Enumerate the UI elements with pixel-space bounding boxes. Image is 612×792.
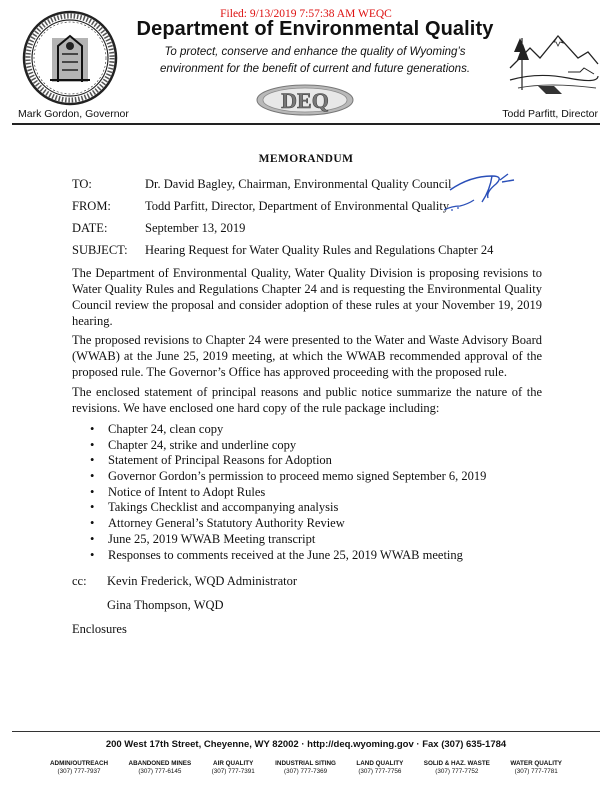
division-contact [275,760,336,776]
filed-stamp: Filed: 9/13/2019 7:57:38 AM WEQC [220,8,392,20]
mission-line-1: To protect, conserve and enhance the quality of Wyoming’s [164,46,466,58]
from-value: Todd Parfitt, Director, Department of Environmental Quality [145,199,450,213]
division-name: ADMIN/OUTREACH [50,760,109,767]
division-contact [424,760,490,776]
list-item: • Notice of Intent to Adopt Rules [90,485,486,501]
deq-logo [255,84,355,116]
list-item: • Governor Gordon’s permission to proceed memo signed September 6, 2019 [90,469,486,485]
enclosures-label: Enclosures [72,622,127,636]
division-contact [510,760,562,776]
cc-recipient-1: Kevin Frederick, WQD Administrator [107,574,298,588]
body-paragraph-2: The proposed revisions to Chapter 24 were presented to the Water and Waste Advisory Board (WWAB) at the June 25, 2019 meeting, at which the WWAB recommended approval of the proposed rule. The Governor’s Office has approved proceeding with the proposed rule. [72,333,542,379]
to-label: TO: [72,177,92,191]
division-name: LAND QUALITY [356,760,404,767]
division-phone: (307) 777-7781 [514,768,558,775]
mission-statement [130,44,500,78]
body-paragraph-3: The enclosed statement of principal reasons and public notice summarize the nature of the revisions. We have enclosed one hard copy of the rule package including: [72,385,542,415]
list-item: • June 25, 2019 WWAB Meeting transcript [90,532,486,548]
division-contact [212,760,255,776]
mission-line-2: environment for the benefit of current and future generations. [159,63,471,75]
list-item: • Statement of Principal Reasons for Adoption [90,453,486,469]
director-signature [430,170,520,216]
division-name: WATER QUALITY [510,760,562,767]
body-paragraph-1: The Department of Environmental Quality, Water Quality Division is proposing revisions to Water Quality Rules and Regulations Chapter 24 and is requesting the Environmental Quality Council review the proposal and consider adoption of these rules at your November 19, 2019 hearing. [72,266,542,328]
division-phone: (307) 777-7752 [435,768,479,775]
cc-label: cc: [72,574,87,588]
list-item: • Responses to comments received at the June 25, 2019 WWAB meeting [90,548,486,564]
division-name: AIR QUALITY [213,760,254,767]
director-name: Todd Parfitt, Director [502,108,598,120]
list-item: • Chapter 24, clean copy [90,422,486,438]
division-phone: (307) 777-7391 [211,768,255,775]
deq-logo-text: DEQ [281,88,329,113]
subject-value: Hearing Request for Water Quality Rules and Regulations Chapter 24 [145,243,494,257]
division-phone: (307) 777-7937 [57,768,101,775]
date-value: September 13, 2019 [145,221,246,235]
to-value: Dr. David Bagley, Chairman, Environmental Quality Council [145,177,452,191]
enclosures-list [90,422,486,563]
date-label: DATE: [72,221,108,235]
mountain-landscape-icon [508,28,600,100]
subject-label: SUBJECT: [72,243,128,257]
from-label: FROM: [72,199,111,213]
division-contact [356,760,403,776]
wyoming-state-seal-icon [22,10,118,106]
list-item: • Attorney General’s Statutory Authority Review [90,516,486,532]
division-contact [129,760,192,776]
division-contact [50,760,108,776]
division-name: INDUSTRIAL SITING [275,760,336,767]
division-contacts [50,760,562,776]
division-phone: (307) 777-7756 [358,768,402,775]
list-item: • Takings Checklist and accompanying analysis [90,500,486,516]
division-name: ABANDONED MINES [128,760,192,767]
governor-name: Mark Gordon, Governor [18,108,129,120]
footer-address: 200 West 17th Street, Cheyenne, WY 82002 · http://deq.wyoming.gov · Fax (307) 635-1784 [105,739,507,750]
header-divider [12,123,600,125]
footer-divider [12,731,600,732]
division-phone: (307) 777-7369 [284,768,328,775]
division-phone: (307) 777-6145 [138,768,182,775]
cc-recipient-2: Gina Thompson, WQD [107,598,224,612]
list-item: • Chapter 24, strike and underline copy [90,438,486,454]
division-name: SOLID & HAZ. WASTE [423,760,490,767]
department-title: Department of Environmental Quality [136,18,494,40]
memo-title: MEMORANDUM [258,153,354,165]
